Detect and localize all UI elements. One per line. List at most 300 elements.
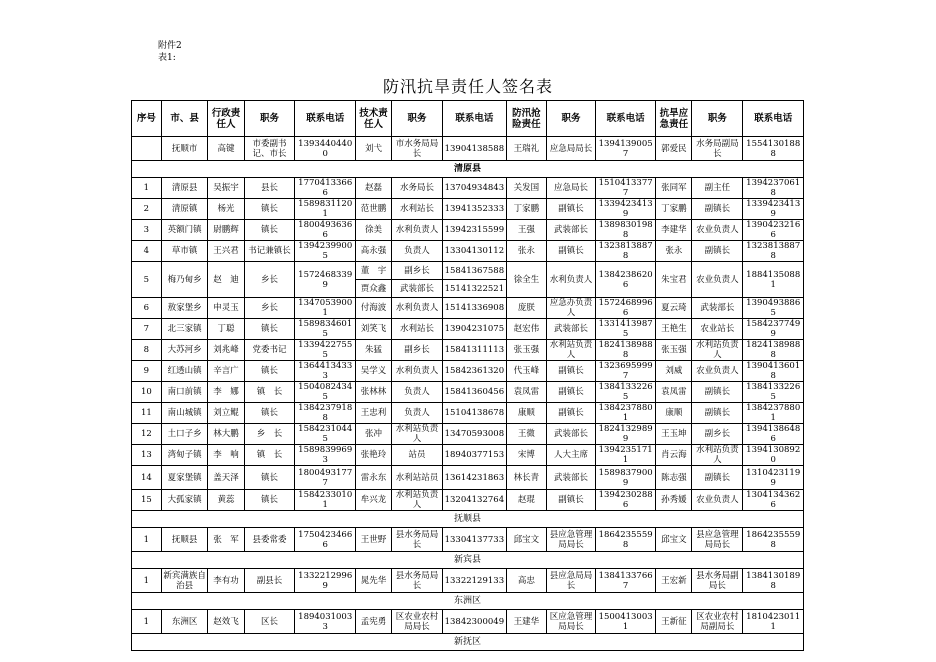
cell: 宋博 <box>506 445 546 466</box>
cell: 15841360456 <box>443 382 507 403</box>
cell: 副主任 <box>692 178 743 199</box>
cell: 区农业农村局副局长 <box>692 610 743 634</box>
cell: 13204132764 <box>443 490 507 511</box>
cell: 县委常委 <box>244 528 295 552</box>
cell: 3 <box>132 220 162 241</box>
cell: 5 <box>132 262 162 298</box>
cell: 副镇长 <box>692 466 743 490</box>
cell: 副镇长 <box>692 382 743 403</box>
cell: 武装部长 <box>547 466 596 490</box>
cell: 6 <box>132 298 162 319</box>
section-label: 新抚区 <box>132 634 804 651</box>
cell: 13904231075 <box>443 319 507 340</box>
cell: 镇长 <box>244 199 295 220</box>
cell: 刘兆峰 <box>208 340 244 361</box>
cell: 13394227555 <box>295 340 356 361</box>
table-row <box>132 137 804 161</box>
cell: 王宏新 <box>656 569 692 593</box>
cell: 负责人 <box>392 241 443 262</box>
cell: 13394234139 <box>743 199 804 220</box>
table-row <box>132 466 804 490</box>
header-cell: 联系电话 <box>443 101 507 137</box>
cell: 负责人 <box>392 382 443 403</box>
cell: 林大鹏 <box>208 424 244 445</box>
table-row <box>132 610 804 634</box>
cell: 水利负责人 <box>392 220 443 241</box>
table-row <box>132 569 804 593</box>
cell: 13942315599 <box>443 220 507 241</box>
cell: 水利负责人 <box>392 298 443 319</box>
cell: 水利站负责人 <box>692 340 743 361</box>
cell: 县应急管理局局长 <box>692 528 743 552</box>
cell: 农业负责人 <box>692 220 743 241</box>
cell: 张玉强 <box>506 340 546 361</box>
cell: 12 <box>132 424 162 445</box>
section-row <box>132 634 804 651</box>
section-row <box>132 552 804 569</box>
cell: 市委副书记、市长 <box>244 137 295 161</box>
cell: 清原县 <box>161 178 208 199</box>
cell: 应急局长 <box>547 178 596 199</box>
cell: 15104133777 <box>595 178 656 199</box>
cell: 水务局副局长 <box>692 137 743 161</box>
table-row <box>132 424 804 445</box>
cell: 9 <box>132 361 162 382</box>
cell: 县应急局局长 <box>547 569 596 593</box>
header-row <box>132 101 804 137</box>
cell: 贾众鑫 <box>355 280 391 298</box>
table-row <box>132 445 804 466</box>
cell: 副镇长 <box>547 241 596 262</box>
attachment-note: 附件2 <box>158 41 182 51</box>
header-cell: 联系电话 <box>595 101 656 137</box>
cell: 孙秀媛 <box>656 490 692 511</box>
cell: 副镇长 <box>547 199 596 220</box>
cell: 1 <box>132 569 162 593</box>
cell: 13842378801 <box>743 403 804 424</box>
cell: 尉鹏辉 <box>208 220 244 241</box>
cell: 清原镇 <box>161 199 208 220</box>
table-row <box>132 298 804 319</box>
cell: 15898399693 <box>295 445 356 466</box>
cell: 晁先华 <box>355 569 391 593</box>
cell: 13841332265 <box>743 382 804 403</box>
cell: 王艳生 <box>656 319 692 340</box>
cell: 张同军 <box>656 178 692 199</box>
cell: 县长 <box>244 178 295 199</box>
cell: 13470593008 <box>443 424 507 445</box>
section-label: 东洲区 <box>132 593 804 610</box>
cell: 镇长 <box>244 361 295 382</box>
cell: 18940377153 <box>443 445 507 466</box>
cell: 副县长 <box>244 569 295 593</box>
cell: 13841301898 <box>743 569 804 593</box>
cell: 申灵玉 <box>208 298 244 319</box>
cell: 13842386206 <box>595 262 656 298</box>
cell: 武装部长 <box>392 280 443 298</box>
section-label: 新宾县 <box>132 552 804 569</box>
cell: 副镇长 <box>692 199 743 220</box>
cell: 13904138588 <box>443 137 507 161</box>
cell: 王新征 <box>656 610 692 634</box>
cell: 李建华 <box>656 220 692 241</box>
page-title: 防汛抗旱责任人签名表 <box>382 77 553 96</box>
cell: 副镇长 <box>547 382 596 403</box>
cell: 13942351711 <box>595 445 656 466</box>
cell: 13394234139 <box>595 199 656 220</box>
cell: 草市镇 <box>161 241 208 262</box>
cell: 王微 <box>506 424 546 445</box>
cell: 盖天泽 <box>208 466 244 490</box>
table-row <box>132 220 804 241</box>
cell: 王世野 <box>355 528 391 552</box>
cell: 13841332265 <box>595 382 656 403</box>
cell: 赵磊 <box>355 178 391 199</box>
cell: 敖家堡乡 <box>161 298 208 319</box>
section-label: 清原县 <box>132 161 804 178</box>
cell: 镇 长 <box>244 445 295 466</box>
cell: 镇长 <box>244 319 295 340</box>
table-row <box>132 490 804 511</box>
cell: 13304137733 <box>443 528 507 552</box>
cell: 18004931777 <box>295 466 356 490</box>
cell: 付海波 <box>355 298 391 319</box>
cell: 夏云琦 <box>656 298 692 319</box>
cell: 水利站站员 <box>392 466 443 490</box>
table-row <box>132 361 804 382</box>
cell: 高忠 <box>506 569 546 593</box>
cell: 农业负责人 <box>692 262 743 298</box>
cell: 李 响 <box>208 445 244 466</box>
cell: 武装部长 <box>692 298 743 319</box>
cell: 湾甸子镇 <box>161 445 208 466</box>
cell: 北三家镇 <box>161 319 208 340</box>
table-row <box>132 319 804 340</box>
cell: 丁家鹏 <box>656 199 692 220</box>
cell: 徐全生 <box>506 262 546 298</box>
header-cell: 联系电话 <box>743 101 804 137</box>
cell: 15141336908 <box>443 298 507 319</box>
cell: 王忠利 <box>355 403 391 424</box>
cell: 郭爱民 <box>656 137 692 161</box>
cell: 应急办负责人 <box>547 298 596 319</box>
table-row <box>132 340 804 361</box>
header-cell: 序号 <box>132 101 162 137</box>
header-cell: 职务 <box>244 101 295 137</box>
cell: 水利站负责人 <box>547 340 596 361</box>
cell: 13322129969 <box>295 569 356 593</box>
header-cell: 职务 <box>392 101 443 137</box>
cell: 17504234666 <box>295 528 356 552</box>
cell: 13941352333 <box>443 199 507 220</box>
cell: 大孤家镇 <box>161 490 208 511</box>
cell: 红透山镇 <box>161 361 208 382</box>
cell: 邱宝文 <box>506 528 546 552</box>
cell: 孟宪勇 <box>355 610 391 634</box>
cell: 王瑞礼 <box>506 137 546 161</box>
cell: 17704133666 <box>295 178 356 199</box>
cell: 镇长 <box>244 466 295 490</box>
cell: 黄蕊 <box>208 490 244 511</box>
cell: 副镇长 <box>547 403 596 424</box>
cell: 武装部长 <box>547 424 596 445</box>
table-number-note: 表1: <box>158 53 176 63</box>
cell: 张玉强 <box>656 340 692 361</box>
cell: 张永 <box>506 241 546 262</box>
cell: 13941390057 <box>595 137 656 161</box>
table-row <box>132 382 804 403</box>
cell: 13644134333 <box>295 361 356 382</box>
cell: 18642355598 <box>743 528 804 552</box>
cell: 武装部长 <box>547 220 596 241</box>
cell: 县水务局局长 <box>392 569 443 593</box>
cell: 王兴君 <box>208 241 244 262</box>
header-cell: 技术责任人 <box>355 101 391 137</box>
cell: 王玉坤 <box>656 424 692 445</box>
cell: 区应急管理局局长 <box>547 610 596 634</box>
header-cell: 抗旱应急责任 <box>656 101 692 137</box>
cell: 水利站负责人 <box>392 424 443 445</box>
cell: 1 <box>132 528 162 552</box>
cell: 朱猛 <box>355 340 391 361</box>
cell: 15842310445 <box>295 424 356 445</box>
cell: 辛言广 <box>208 361 244 382</box>
cell: 副镇长 <box>692 403 743 424</box>
cell: 土口子乡 <box>161 424 208 445</box>
cell: 英额门镇 <box>161 220 208 241</box>
cell: 杨光 <box>208 199 244 220</box>
cell: 13 <box>132 445 162 466</box>
cell: 15841311113 <box>443 340 507 361</box>
cell: 镇 长 <box>244 382 295 403</box>
cell: 水利站长 <box>392 199 443 220</box>
cell: 吴学义 <box>355 361 391 382</box>
cell: 书记兼镇长 <box>244 241 295 262</box>
cell: 区农业农村局局长 <box>392 610 443 634</box>
cell: 乡长 <box>244 298 295 319</box>
cell: 镇长 <box>244 490 295 511</box>
cell: 武装部长 <box>547 319 596 340</box>
cell: 丁家鹏 <box>506 199 546 220</box>
cell: 4 <box>132 241 162 262</box>
cell: 县水务局副局长 <box>692 569 743 593</box>
cell: 13238138878 <box>595 241 656 262</box>
cell: 副乡长 <box>392 340 443 361</box>
table-row <box>132 528 804 552</box>
cell: 雷永东 <box>355 466 391 490</box>
cell: 8 <box>132 340 162 361</box>
cell: 15842361320 <box>443 361 507 382</box>
section-row <box>132 593 804 610</box>
cell: 18841350881 <box>743 262 804 298</box>
cell: 13842300049 <box>443 610 507 634</box>
cell: 副乡长 <box>392 262 443 280</box>
cell: 赵琨 <box>506 490 546 511</box>
cell: 18642355598 <box>595 528 656 552</box>
table-row <box>132 178 804 199</box>
cell: 南山城镇 <box>161 403 208 424</box>
cell: 13904136018 <box>743 361 804 382</box>
cell: 范世鹏 <box>355 199 391 220</box>
cell: 南口前镇 <box>161 382 208 403</box>
cell: 袁凤雷 <box>656 382 692 403</box>
cell: 李有功 <box>208 569 244 593</box>
cell: 13041343626 <box>743 490 804 511</box>
cell: 10 <box>132 382 162 403</box>
cell: 18241329899 <box>595 424 656 445</box>
cell: 15842330101 <box>295 490 356 511</box>
cell: 13841337667 <box>595 569 656 593</box>
cell: 张冲 <box>355 424 391 445</box>
cell: 农业负责人 <box>692 490 743 511</box>
cell: 副镇长 <box>547 361 596 382</box>
cell: 农业负责人 <box>692 361 743 382</box>
cell: 1 <box>132 178 162 199</box>
cell: 13322129133 <box>443 569 507 593</box>
cell: 县水务局局长 <box>392 528 443 552</box>
section-row <box>132 161 804 178</box>
cell: 董 宇 <box>355 262 391 280</box>
cell: 15724689966 <box>595 298 656 319</box>
cell: 水利站负责人 <box>392 490 443 511</box>
cell: 李 娜 <box>208 382 244 403</box>
cell: 13236959997 <box>595 361 656 382</box>
cell: 18940310033 <box>295 610 356 634</box>
cell: 肖云海 <box>656 445 692 466</box>
cell: 15 <box>132 490 162 511</box>
cell: 15541301888 <box>743 137 804 161</box>
cell: 水务局长 <box>392 178 443 199</box>
cell: 13941308920 <box>743 445 804 466</box>
cell: 区长 <box>244 610 295 634</box>
cell: 党委书记 <box>244 340 295 361</box>
cell: 水利站负责人 <box>692 445 743 466</box>
cell: 张林林 <box>355 382 391 403</box>
cell: 14 <box>132 466 162 490</box>
cell: 水利负责人 <box>547 262 596 298</box>
responsibility-table <box>131 100 804 651</box>
cell: 林长青 <box>506 466 546 490</box>
cell: 陈志强 <box>656 466 692 490</box>
cell: 张 军 <box>208 528 244 552</box>
cell: 2 <box>132 199 162 220</box>
cell: 新宾满族自治县 <box>161 569 208 593</box>
cell: 丁聪 <box>208 319 244 340</box>
header-cell: 行政责任人 <box>208 101 244 137</box>
cell: 吴振宇 <box>208 178 244 199</box>
cell: 康顺 <box>506 403 546 424</box>
cell: 乡 长 <box>244 424 295 445</box>
cell: 15841367588 <box>443 262 507 280</box>
cell: 刘威 <box>656 361 692 382</box>
cell: 关发国 <box>506 178 546 199</box>
cell: 赵 迪 <box>208 262 244 298</box>
cell: 负责人 <box>392 403 443 424</box>
cell: 水利负责人 <box>392 361 443 382</box>
cell: 站员 <box>392 445 443 466</box>
header-cell: 职务 <box>692 101 743 137</box>
cell: 应急局局长 <box>547 137 596 161</box>
cell: 13942302886 <box>595 490 656 511</box>
cell: 13304130112 <box>443 241 507 262</box>
cell: 1 <box>132 610 162 634</box>
cell: 13314139875 <box>595 319 656 340</box>
cell: 袁凤雷 <box>506 382 546 403</box>
cell: 15842377499 <box>743 319 804 340</box>
cell: 水利站长 <box>392 319 443 340</box>
cell: 13934404400 <box>295 137 356 161</box>
cell: 副镇长 <box>547 490 596 511</box>
cell: 7 <box>132 319 162 340</box>
cell: 18004936366 <box>295 220 356 241</box>
cell: 13470539001 <box>295 298 356 319</box>
cell: 15724683399 <box>295 262 356 298</box>
cell: 15898379009 <box>595 466 656 490</box>
cell: 代玉峰 <box>506 361 546 382</box>
cell <box>132 137 162 161</box>
cell: 副镇长 <box>692 241 743 262</box>
cell: 徐美 <box>355 220 391 241</box>
header-cell: 市、县 <box>161 101 208 137</box>
cell: 高永强 <box>355 241 391 262</box>
table-row <box>132 403 804 424</box>
cell: 王建华 <box>506 610 546 634</box>
cell: 庞朕 <box>506 298 546 319</box>
cell: 18241389888 <box>743 340 804 361</box>
table-row <box>132 241 804 262</box>
section-row <box>132 511 804 528</box>
section-label: 抚顺县 <box>132 511 804 528</box>
cell: 大苏河乡 <box>161 340 208 361</box>
cell: 13904232166 <box>743 220 804 241</box>
cell: 副乡长 <box>692 424 743 445</box>
cell: 赵效飞 <box>208 610 244 634</box>
cell: 11 <box>132 403 162 424</box>
cell: 15141322521 <box>443 280 507 298</box>
cell: 15898346015 <box>295 319 356 340</box>
cell: 康顺 <box>656 403 692 424</box>
cell: 市水务局局长 <box>392 137 443 161</box>
cell: 13704934843 <box>443 178 507 199</box>
cell: 刘笑飞 <box>355 319 391 340</box>
cell: 梅乃甸乡 <box>161 262 208 298</box>
cell: 东洲区 <box>161 610 208 634</box>
cell: 刘弋 <box>355 137 391 161</box>
cell: 15104138678 <box>443 403 507 424</box>
cell: 13942370618 <box>743 178 804 199</box>
cell: 镇长 <box>244 220 295 241</box>
cell: 牟兴龙 <box>355 490 391 511</box>
cell: 张永 <box>656 241 692 262</box>
cell: 18104230111 <box>743 610 804 634</box>
cell: 人大主席 <box>547 445 596 466</box>
cell: 农业站长 <box>692 319 743 340</box>
cell: 赵宏伟 <box>506 319 546 340</box>
cell: 抚顺县 <box>161 528 208 552</box>
cell: 13238138878 <box>743 241 804 262</box>
cell: 刘立鲲 <box>208 403 244 424</box>
cell: 13904938865 <box>743 298 804 319</box>
header-cell: 职务 <box>547 101 596 137</box>
table-row <box>132 199 804 220</box>
cell: 朱宝君 <box>656 262 692 298</box>
header-cell: 联系电话 <box>295 101 356 137</box>
cell: 15004130031 <box>595 610 656 634</box>
cell: 13941386486 <box>743 424 804 445</box>
cell: 13842379188 <box>295 403 356 424</box>
header-cell: 防汛抢险责任 <box>506 101 546 137</box>
cell: 镇长 <box>244 403 295 424</box>
